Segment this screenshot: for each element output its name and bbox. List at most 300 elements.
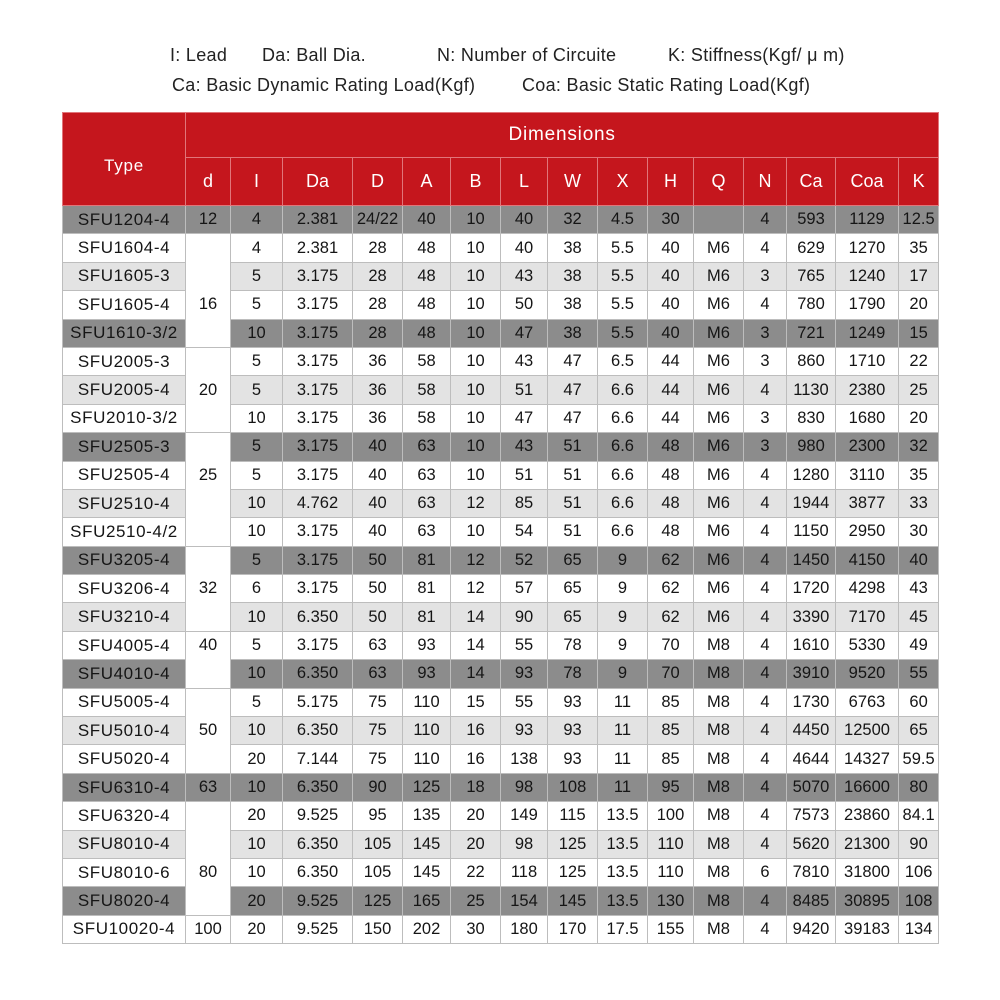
dim-l-header: L	[501, 158, 548, 206]
dim-l-cell: 51	[501, 376, 548, 404]
dim-l-cell: 50	[501, 291, 548, 319]
static-load-cell: 9520	[836, 660, 899, 688]
dim-x-cell: 5.5	[598, 319, 648, 347]
dim-x-cell: 5.5	[598, 234, 648, 262]
ball-dia-cell: 9.525	[283, 887, 353, 915]
circuits-cell: 3	[744, 433, 787, 461]
dim-x-cell: 4.5	[598, 206, 648, 234]
type-header: Type	[63, 113, 186, 206]
type-cell: SFU4010-4	[63, 660, 186, 688]
dim-a-cell: 145	[403, 830, 451, 858]
stiffness-header: K	[899, 158, 939, 206]
stiffness-cell: 40	[899, 546, 939, 574]
dim-a-cell: 110	[403, 717, 451, 745]
table-row	[63, 915, 939, 943]
table-row	[63, 489, 939, 517]
dim-d-cell: 32	[186, 575, 231, 603]
dynamic-load-cell: 4450	[787, 717, 836, 745]
dim-h-cell: 48	[648, 489, 694, 517]
dim-big-d-cell: 28	[353, 234, 403, 262]
dim-a-cell: 48	[403, 291, 451, 319]
circuits-cell: 4	[744, 660, 787, 688]
table-row	[63, 347, 939, 375]
dim-a-cell: 93	[403, 660, 451, 688]
dim-q-cell: M6	[694, 575, 744, 603]
dim-d-cell	[186, 745, 231, 773]
dim-d-cell	[186, 489, 231, 517]
ball-dia-cell: 3.175	[283, 518, 353, 546]
type-cell: SFU1204-4	[63, 206, 186, 234]
lead-cell: 4	[231, 234, 283, 262]
dim-h-cell: 100	[648, 802, 694, 830]
stiffness-cell: 55	[899, 660, 939, 688]
dim-big-d-cell: 50	[353, 575, 403, 603]
dim-x-cell: 13.5	[598, 802, 648, 830]
dim-b-cell: 12	[451, 546, 501, 574]
dim-d-cell	[186, 688, 231, 716]
dim-a-cell: 81	[403, 603, 451, 631]
dim-h-cell: 48	[648, 461, 694, 489]
dim-l-cell: 43	[501, 347, 548, 375]
ball-dia-cell: 9.525	[283, 915, 353, 943]
dim-q-header: Q	[694, 158, 744, 206]
dim-b-cell: 16	[451, 745, 501, 773]
dim-h-cell: 44	[648, 404, 694, 432]
stiffness-cell: 45	[899, 603, 939, 631]
table-row	[63, 660, 939, 688]
dim-a-cell: 63	[403, 489, 451, 517]
dim-q-cell: M6	[694, 518, 744, 546]
circuits-header: N	[744, 158, 787, 206]
dim-big-d-cell: 95	[353, 802, 403, 830]
dim-x-cell: 11	[598, 688, 648, 716]
ball-dia-header: Da	[283, 158, 353, 206]
stiffness-cell: 60	[899, 688, 939, 716]
dim-big-d-cell: 28	[353, 262, 403, 290]
dim-h-cell: 30	[648, 206, 694, 234]
dim-h-cell: 85	[648, 688, 694, 716]
dim-w-header: W	[548, 158, 598, 206]
dim-big-d-cell: 125	[353, 887, 403, 915]
dim-h-header: H	[648, 158, 694, 206]
table-row	[63, 830, 939, 858]
lead-cell: 10	[231, 830, 283, 858]
type-cell: SFU2005-4	[63, 376, 186, 404]
dim-h-cell: 62	[648, 603, 694, 631]
dim-big-d-cell: 105	[353, 858, 403, 886]
dim-w-cell: 65	[548, 575, 598, 603]
dim-a-cell: 145	[403, 858, 451, 886]
dim-h-cell: 62	[648, 575, 694, 603]
dim-q-cell: M6	[694, 546, 744, 574]
static-load-cell: 21300	[836, 830, 899, 858]
type-cell: SFU1605-4	[63, 291, 186, 319]
ball-dia-cell: 2.381	[283, 234, 353, 262]
dim-w-cell: 47	[548, 376, 598, 404]
dim-a-cell: 202	[403, 915, 451, 943]
dim-l-cell: 85	[501, 489, 548, 517]
dim-q-cell: M8	[694, 717, 744, 745]
stiffness-cell: 108	[899, 887, 939, 915]
table-row	[63, 575, 939, 603]
static-load-cell: 3877	[836, 489, 899, 517]
dim-h-cell: 44	[648, 347, 694, 375]
stiffness-cell: 32	[899, 433, 939, 461]
dim-big-d-cell: 63	[353, 631, 403, 659]
dim-q-cell: M6	[694, 376, 744, 404]
dim-l-cell: 55	[501, 631, 548, 659]
dim-b-cell: 10	[451, 291, 501, 319]
dim-b-cell: 20	[451, 802, 501, 830]
dynamic-load-cell: 9420	[787, 915, 836, 943]
dim-big-d-cell: 63	[353, 660, 403, 688]
table-row	[63, 858, 939, 886]
dynamic-load-cell: 7810	[787, 858, 836, 886]
static-load-cell: 1129	[836, 206, 899, 234]
dim-big-d-cell: 90	[353, 773, 403, 801]
lead-cell: 10	[231, 773, 283, 801]
table-row	[63, 461, 939, 489]
circuits-cell: 3	[744, 262, 787, 290]
lead-cell: 10	[231, 518, 283, 546]
dim-q-cell: M6	[694, 404, 744, 432]
dim-big-d-cell: 50	[353, 603, 403, 631]
lead-cell: 5	[231, 291, 283, 319]
dim-a-cell: 58	[403, 347, 451, 375]
dynamic-load-cell: 3910	[787, 660, 836, 688]
table-row	[63, 234, 939, 262]
dynamic-load-cell: 1944	[787, 489, 836, 517]
dim-d-cell	[186, 404, 231, 432]
dynamic-load-cell: 1450	[787, 546, 836, 574]
type-cell: SFU1610-3/2	[63, 319, 186, 347]
dim-q-cell: M6	[694, 234, 744, 262]
stiffness-cell: 84.1	[899, 802, 939, 830]
dim-w-cell: 32	[548, 206, 598, 234]
type-cell: SFU6320-4	[63, 802, 186, 830]
circuits-cell: 4	[744, 717, 787, 745]
type-cell: SFU1604-4	[63, 234, 186, 262]
dim-a-cell: 40	[403, 206, 451, 234]
dim-q-cell: M6	[694, 347, 744, 375]
type-cell: SFU8010-4	[63, 830, 186, 858]
dim-w-cell: 51	[548, 433, 598, 461]
ball-dia-cell: 5.175	[283, 688, 353, 716]
table-row	[63, 319, 939, 347]
table-row	[63, 745, 939, 773]
dim-b-cell: 15	[451, 688, 501, 716]
dim-x-cell: 11	[598, 745, 648, 773]
dim-w-cell: 78	[548, 631, 598, 659]
dim-w-cell: 51	[548, 518, 598, 546]
legend-stiffness: K: Stiffness(Kgf/ μ m)	[668, 45, 845, 65]
dim-a-cell: 93	[403, 631, 451, 659]
dim-q-cell: M8	[694, 915, 744, 943]
dim-x-cell: 5.5	[598, 262, 648, 290]
dim-d-cell: 50	[186, 717, 231, 745]
dim-l-cell: 98	[501, 830, 548, 858]
lead-cell: 6	[231, 575, 283, 603]
dim-d-cell: 20	[186, 376, 231, 404]
circuits-cell: 3	[744, 319, 787, 347]
dim-x-cell: 9	[598, 603, 648, 631]
dim-x-cell: 5.5	[598, 291, 648, 319]
stiffness-cell: 43	[899, 575, 939, 603]
dim-w-cell: 78	[548, 660, 598, 688]
dim-d-cell: 12	[186, 206, 231, 234]
type-cell: SFU3210-4	[63, 603, 186, 631]
dim-b-cell: 10	[451, 518, 501, 546]
dim-a-cell: 63	[403, 518, 451, 546]
static-load-cell: 1710	[836, 347, 899, 375]
ball-dia-cell: 3.175	[283, 631, 353, 659]
dim-h-cell: 40	[648, 262, 694, 290]
dim-x-cell: 17.5	[598, 915, 648, 943]
type-cell: SFU4005-4	[63, 631, 186, 659]
dim-a-cell: 48	[403, 234, 451, 262]
dim-w-cell: 47	[548, 404, 598, 432]
type-cell: SFU3205-4	[63, 546, 186, 574]
dim-b-cell: 10	[451, 461, 501, 489]
stiffness-cell: 134	[899, 915, 939, 943]
dynamic-load-cell: 4644	[787, 745, 836, 773]
dynamic-load-cell: 1610	[787, 631, 836, 659]
stiffness-cell: 49	[899, 631, 939, 659]
table-row	[63, 887, 939, 915]
lead-cell: 20	[231, 915, 283, 943]
dim-b-cell: 12	[451, 489, 501, 517]
dim-d-cell	[186, 802, 231, 830]
legend-static-load: Coa: Basic Static Rating Load(Kgf)	[522, 75, 811, 95]
dim-q-cell: M6	[694, 489, 744, 517]
lead-cell: 20	[231, 887, 283, 915]
stiffness-cell: 80	[899, 773, 939, 801]
dim-a-cell: 165	[403, 887, 451, 915]
ball-dia-cell: 6.350	[283, 660, 353, 688]
lead-cell: 5	[231, 376, 283, 404]
static-load-cell: 2300	[836, 433, 899, 461]
dim-b-cell: 10	[451, 206, 501, 234]
circuits-cell: 4	[744, 887, 787, 915]
ball-dia-cell: 3.175	[283, 404, 353, 432]
dim-w-cell: 115	[548, 802, 598, 830]
dim-q-cell: M8	[694, 773, 744, 801]
dim-w-cell: 38	[548, 262, 598, 290]
dim-b-cell: 10	[451, 433, 501, 461]
dim-big-d-cell: 36	[353, 404, 403, 432]
stiffness-cell: 106	[899, 858, 939, 886]
dim-l-cell: 54	[501, 518, 548, 546]
dim-q-cell: M6	[694, 461, 744, 489]
ball-dia-cell: 3.175	[283, 546, 353, 574]
dim-w-cell: 125	[548, 858, 598, 886]
dim-w-cell: 38	[548, 234, 598, 262]
circuits-cell: 4	[744, 291, 787, 319]
static-load-cell: 1240	[836, 262, 899, 290]
dim-w-cell: 65	[548, 603, 598, 631]
dim-h-cell: 110	[648, 830, 694, 858]
dim-x-cell: 6.6	[598, 376, 648, 404]
dim-b-cell: 30	[451, 915, 501, 943]
dim-a-cell: 48	[403, 262, 451, 290]
dim-d-cell: 100	[186, 915, 231, 943]
table-row	[63, 603, 939, 631]
dim-b-cell: 25	[451, 887, 501, 915]
dim-big-d-cell: 28	[353, 319, 403, 347]
dim-w-cell: 65	[548, 546, 598, 574]
stiffness-cell: 65	[899, 717, 939, 745]
lead-cell: 10	[231, 858, 283, 886]
lead-cell: 5	[231, 461, 283, 489]
ball-dia-cell: 6.350	[283, 773, 353, 801]
stiffness-cell: 59.5	[899, 745, 939, 773]
dynamic-load-cell: 5620	[787, 830, 836, 858]
static-load-cell: 4298	[836, 575, 899, 603]
dim-b-cell: 10	[451, 319, 501, 347]
circuits-cell: 4	[744, 489, 787, 517]
table-row	[63, 376, 939, 404]
dim-h-cell: 48	[648, 518, 694, 546]
circuits-cell: 4	[744, 773, 787, 801]
lead-cell: 10	[231, 603, 283, 631]
dim-d-header: d	[186, 158, 231, 206]
dim-l-cell: 51	[501, 461, 548, 489]
lead-cell: 10	[231, 660, 283, 688]
dynamic-load-cell: 780	[787, 291, 836, 319]
circuits-cell: 4	[744, 745, 787, 773]
dynamic-load-cell: 1150	[787, 518, 836, 546]
lead-header: I	[231, 158, 283, 206]
lead-cell: 10	[231, 319, 283, 347]
dim-l-cell: 52	[501, 546, 548, 574]
dim-big-d-cell: 36	[353, 347, 403, 375]
dynamic-load-cell: 8485	[787, 887, 836, 915]
dim-q-cell: M8	[694, 802, 744, 830]
static-load-cell: 12500	[836, 717, 899, 745]
type-cell: SFU8010-6	[63, 858, 186, 886]
header-row-top	[63, 113, 939, 158]
dim-q-cell: M8	[694, 830, 744, 858]
dim-x-cell: 11	[598, 773, 648, 801]
dim-big-d-cell: 150	[353, 915, 403, 943]
circuits-cell: 4	[744, 546, 787, 574]
dim-b-cell: 22	[451, 858, 501, 886]
dim-a-cell: 63	[403, 461, 451, 489]
dim-d-cell	[186, 234, 231, 262]
dim-l-cell: 40	[501, 206, 548, 234]
static-load-cell: 30895	[836, 887, 899, 915]
stiffness-cell: 30	[899, 518, 939, 546]
dim-x-cell: 9	[598, 546, 648, 574]
dim-big-d-cell: 40	[353, 489, 403, 517]
lead-cell: 4	[231, 206, 283, 234]
type-cell: SFU5020-4	[63, 745, 186, 773]
table-row	[63, 404, 939, 432]
dim-a-cell: 58	[403, 404, 451, 432]
lead-cell: 10	[231, 717, 283, 745]
static-load-header: Coa	[836, 158, 899, 206]
dim-h-cell: 62	[648, 546, 694, 574]
type-cell: SFU2510-4/2	[63, 518, 186, 546]
dim-d-cell	[186, 319, 231, 347]
dim-b-cell: 20	[451, 830, 501, 858]
dim-big-d-cell: 105	[353, 830, 403, 858]
lead-cell: 5	[231, 262, 283, 290]
ball-dia-cell: 3.175	[283, 575, 353, 603]
lead-cell: 5	[231, 688, 283, 716]
ball-dia-cell: 3.175	[283, 262, 353, 290]
static-load-cell: 2950	[836, 518, 899, 546]
static-load-cell: 14327	[836, 745, 899, 773]
dim-x-cell: 13.5	[598, 830, 648, 858]
dim-d-cell: 63	[186, 773, 231, 801]
lead-cell: 10	[231, 404, 283, 432]
static-load-cell: 1249	[836, 319, 899, 347]
dim-q-cell: M8	[694, 745, 744, 773]
static-load-cell: 39183	[836, 915, 899, 943]
dynamic-load-cell: 629	[787, 234, 836, 262]
dim-b-cell: 10	[451, 376, 501, 404]
dim-a-cell: 81	[403, 546, 451, 574]
dim-a-cell: 135	[403, 802, 451, 830]
dim-b-cell: 14	[451, 631, 501, 659]
dim-a-cell: 110	[403, 745, 451, 773]
dim-l-cell: 57	[501, 575, 548, 603]
dim-d-cell: 16	[186, 291, 231, 319]
dim-b-cell: 12	[451, 575, 501, 603]
circuits-cell: 4	[744, 830, 787, 858]
dim-a-cell: 81	[403, 575, 451, 603]
table-row	[63, 688, 939, 716]
dim-a-cell: 48	[403, 319, 451, 347]
dim-x-cell: 6.5	[598, 347, 648, 375]
dim-a-header: A	[403, 158, 451, 206]
dim-x-cell: 9	[598, 631, 648, 659]
dim-b-cell: 18	[451, 773, 501, 801]
dim-h-cell: 70	[648, 660, 694, 688]
circuits-cell: 3	[744, 347, 787, 375]
table-header	[63, 113, 939, 206]
dynamic-load-cell: 1730	[787, 688, 836, 716]
table-row	[63, 717, 939, 745]
ball-dia-cell: 9.525	[283, 802, 353, 830]
type-cell: SFU8020-4	[63, 887, 186, 915]
ball-dia-cell: 6.350	[283, 717, 353, 745]
dim-big-d-header: D	[353, 158, 403, 206]
dim-q-cell: M6	[694, 433, 744, 461]
dim-q-cell: M8	[694, 858, 744, 886]
dim-d-cell: 25	[186, 461, 231, 489]
circuits-cell: 4	[744, 575, 787, 603]
dim-w-cell: 51	[548, 461, 598, 489]
dim-d-cell	[186, 830, 231, 858]
ball-dia-cell: 3.175	[283, 433, 353, 461]
dim-x-cell: 6.6	[598, 489, 648, 517]
dim-x-header: X	[598, 158, 648, 206]
dim-d-cell	[186, 262, 231, 290]
dim-big-d-cell: 75	[353, 745, 403, 773]
dim-big-d-cell: 40	[353, 518, 403, 546]
dim-x-cell: 13.5	[598, 858, 648, 886]
dim-l-cell: 43	[501, 433, 548, 461]
circuits-cell: 4	[744, 461, 787, 489]
dim-w-cell: 38	[548, 291, 598, 319]
dim-big-d-cell: 40	[353, 461, 403, 489]
stiffness-cell: 35	[899, 234, 939, 262]
dim-l-cell: 93	[501, 660, 548, 688]
dim-w-cell: 93	[548, 688, 598, 716]
dim-x-cell: 6.6	[598, 404, 648, 432]
